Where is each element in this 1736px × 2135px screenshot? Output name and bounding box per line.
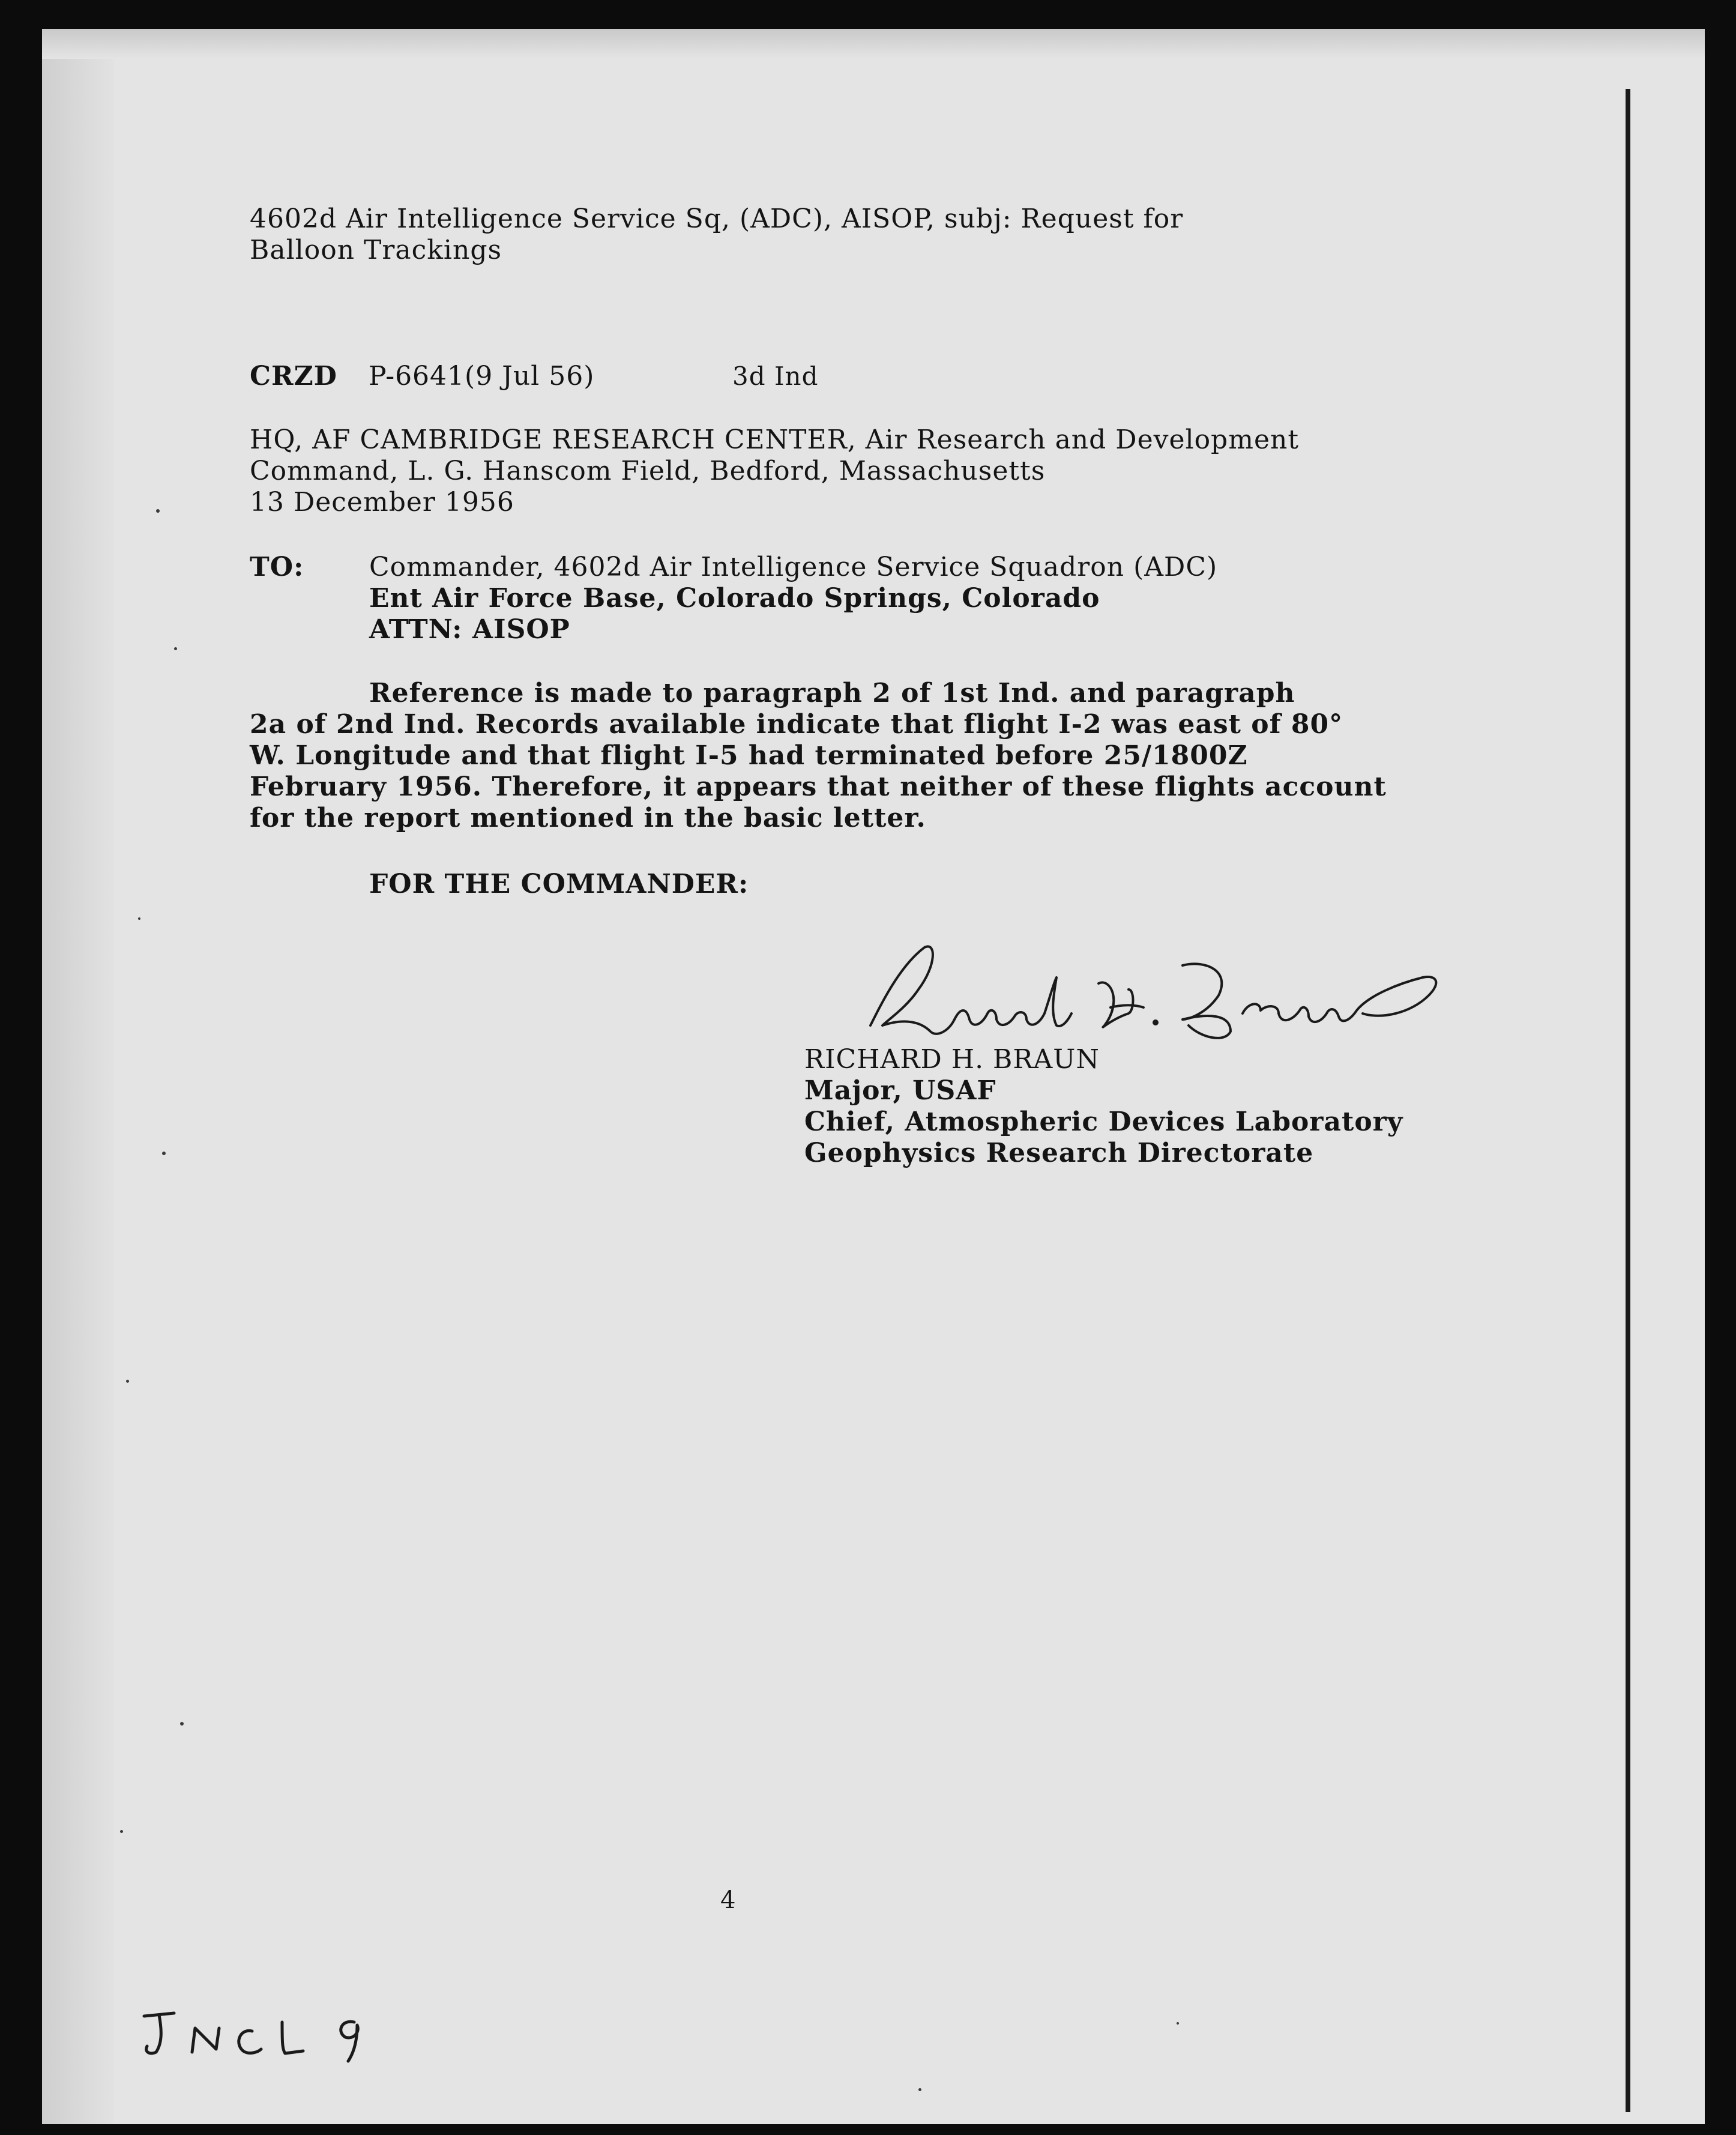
scan-speck: [126, 1380, 129, 1383]
page-edge-line: [1626, 89, 1630, 2112]
body-line-5: for the report mentioned in the basic letter.: [250, 803, 926, 833]
subject-line-1: 4602d Air Intelligence Service Sq, (ADC), AISOP, subj: Request for: [250, 204, 1184, 234]
subject-line-2: Balloon Trackings: [250, 235, 502, 265]
reference-number: P-6641(9 Jul 56): [369, 361, 595, 391]
sender-line-1: HQ, AF CAMBRIDGE RESEARCH CENTER, Air Research and Development: [250, 424, 1300, 455]
scan-speck: [138, 917, 140, 920]
scan-speck: [1177, 2022, 1179, 2025]
signer-rank: Major, USAF: [804, 1075, 996, 1106]
body-line-3: W. Longitude and that flight I-5 had terminated before 25/1800Z: [250, 740, 1248, 771]
indorsement-label: 3d Ind: [732, 361, 819, 391]
scan-speck: [918, 2088, 921, 2091]
reference-code: CRZD: [250, 361, 337, 391]
body-line-1: Reference is made to paragraph 2 of 1st Ind. and paragraph: [369, 678, 1295, 708]
to-line-2: Ent Air Force Base, Colorado Springs, Colorado: [369, 583, 1100, 614]
signer-name: RICHARD H. BRAUN: [804, 1044, 1100, 1075]
handwritten-note-image: [138, 1998, 390, 2064]
sender-line-2: Command, L. G. Hanscom Field, Bedford, Massachusetts: [250, 456, 1046, 486]
letter-date: 13 December 1956: [250, 487, 514, 518]
signer-title-1: Chief, Atmospheric Devices Laboratory: [804, 1107, 1403, 1137]
document-page: [42, 29, 1705, 2124]
scan-speck: [156, 509, 160, 513]
page-number: 4: [720, 1886, 737, 1914]
page-shadow: [42, 29, 114, 2124]
page-shadow-top: [42, 29, 1705, 59]
scan-speck: [162, 1152, 166, 1155]
scan-speck: [174, 647, 177, 650]
to-attn-line: ATTN: AISOP: [369, 614, 570, 645]
to-label: TO:: [250, 552, 304, 582]
body-line-4: February 1956. Therefore, it appears that neither of these flights account: [250, 772, 1387, 802]
body-line-2: 2a of 2nd Ind. Records available indicate that flight I-2 was east of 80°: [250, 709, 1343, 740]
scan-speck: [120, 1830, 123, 1833]
scan-speck: [180, 1722, 184, 1726]
closing-line: FOR THE COMMANDER:: [369, 869, 749, 899]
to-line-1: Commander, 4602d Air Intelligence Service Squadron (ADC): [369, 552, 1218, 582]
signer-title-2: Geophysics Research Directorate: [804, 1138, 1314, 1168]
